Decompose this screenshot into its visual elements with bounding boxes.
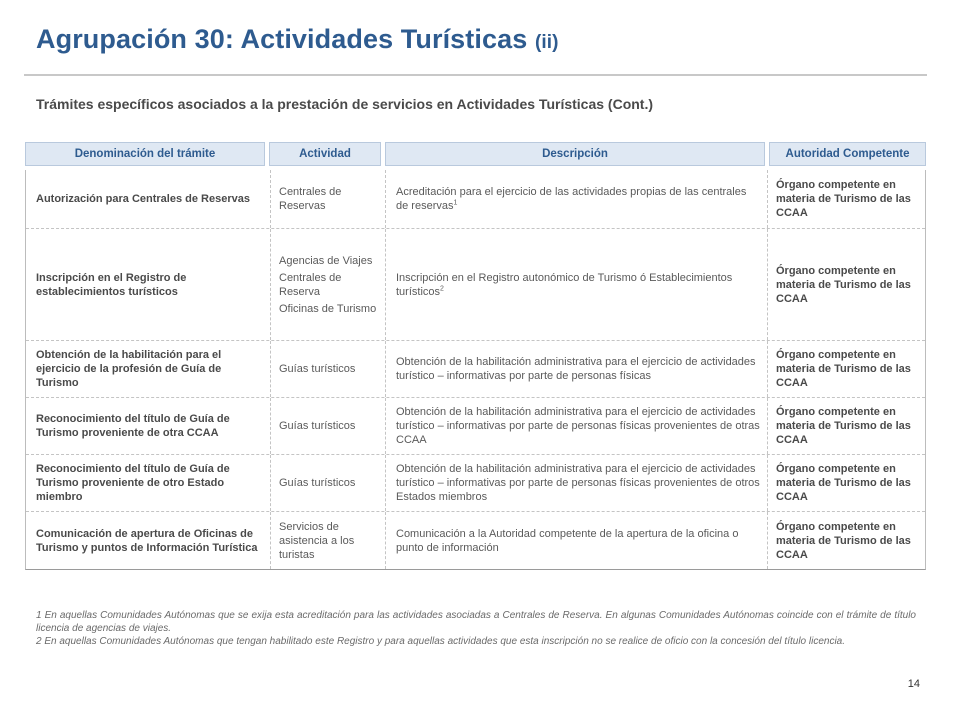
table-row <box>26 397 925 454</box>
title-divider <box>24 74 927 76</box>
activity-item: Guías turísticos <box>279 363 356 375</box>
page-title-suffix: (ii) <box>534 32 559 53</box>
page-subtitle: Trámites específicos asociados a la prestación de servicios en Actividades Turísticas (Cont.) <box>36 96 654 112</box>
authority-cell: Órgano competente en materia de Turismo de las CCAA <box>767 170 925 228</box>
footnote-ref: 1 <box>453 199 458 207</box>
footnote-ref: 2 <box>440 284 444 292</box>
description-cell <box>385 229 767 340</box>
table-row <box>26 228 925 340</box>
tramite-name: Reconocimiento del título de Guía de Turismo proveniente de otra CCAA <box>36 413 230 439</box>
description-cell <box>385 170 767 228</box>
activity-cell <box>270 229 385 340</box>
activity-cell <box>270 512 385 569</box>
activity-cell <box>270 398 385 454</box>
page-title <box>36 24 559 55</box>
description-cell: Obtención de la habilitación administrativa para el ejercicio de actividades turístico – informativas por parte de personas físicas provenientes de otras CCAA <box>385 398 767 454</box>
tramite-name: Inscripción en el Registro de establecimientos turísticos <box>36 271 187 298</box>
description-cell: Obtención de la habilitación administrativa para el ejercicio de actividades turístico – informativas por parte de personas físicas provenientes de otros Estados miembros <box>385 455 767 511</box>
description-cell: Comunicación a la Autoridad competente de la apertura de la oficina o punto de información <box>385 512 767 569</box>
activity-cell <box>270 170 385 228</box>
authority-cell: Órgano competente en materia de Turismo de las CCAA <box>767 341 925 397</box>
activity-item: Centrales de Reservas <box>279 186 342 212</box>
authority-cell: Órgano competente en materia de Turismo de las CCAA <box>767 512 925 569</box>
header-descripcion: Descripción <box>385 142 765 166</box>
table-row <box>26 340 925 397</box>
tramite-name: Obtención de la habilitación para el ejercicio de la profesión de Guía de Turismo <box>36 349 222 389</box>
page-title-main: Agrupación 30: Actividades Turísticas <box>36 24 528 54</box>
header-denominacion: Denominación del trámite <box>25 142 265 166</box>
activity-item: Guías turísticos <box>279 420 356 432</box>
footnote-2: 2 En aquellas Comunidades Autónomas que tengan habilitado este Registro y para aquellas actividades que esta inscripción no se realice de oficio con la concesión del título licencia. <box>36 636 846 647</box>
tramite-name: Comunicación de apertura de Oficinas de Turismo y puntos de Información Turística <box>36 527 258 554</box>
tramites-table <box>25 170 926 570</box>
authority-cell: Órgano competente en materia de Turismo de las CCAA <box>767 398 925 454</box>
footnote-1: 1 En aquellas Comunidades Autónomas que se exija esta acreditación para las actividades asociadas a Centrales de Reserva. En algunas Comunidades Autónomas coincide con el trámite de título licencia de agencias de viajes. <box>36 610 916 634</box>
activity-cell <box>270 455 385 511</box>
footnotes <box>36 609 916 648</box>
authority-cell: Órgano competente en materia de Turismo de las CCAA <box>767 455 925 511</box>
activity-cell <box>270 341 385 397</box>
description-text: Inscripción en el Registro autonómico de Turismo ó Establecimientos turísticos <box>396 271 733 298</box>
activity-item: Guías turísticos <box>279 477 356 489</box>
tramite-name: Reconocimiento del título de Guía de Turismo proveniente de otro Estado miembro <box>36 463 230 503</box>
table-row <box>26 511 925 569</box>
header-autoridad: Autoridad Competente <box>769 142 926 166</box>
header-actividad: Actividad <box>269 142 381 166</box>
page-number: 14 <box>907 678 920 690</box>
activity-item: Servicios de asistencia a los turistas <box>279 520 355 561</box>
table-row <box>26 454 925 511</box>
description-cell: Obtención de la habilitación administrativa para el ejercicio de actividades turístico – informativas por parte de personas físicas <box>385 341 767 397</box>
activity-item: Oficinas de Turismo <box>279 302 377 315</box>
description-text: Acreditación para el ejercicio de las actividades propias de las centrales de reservas <box>396 186 747 212</box>
authority-cell: Órgano competente en materia de Turismo de las CCAA <box>767 229 925 340</box>
tramite-name: Autorización para Centrales de Reservas <box>36 193 250 205</box>
activity-item: Centrales de Reserva <box>279 271 342 298</box>
activity-item: Agencias de Viajes <box>279 254 373 267</box>
table-row <box>26 170 925 228</box>
